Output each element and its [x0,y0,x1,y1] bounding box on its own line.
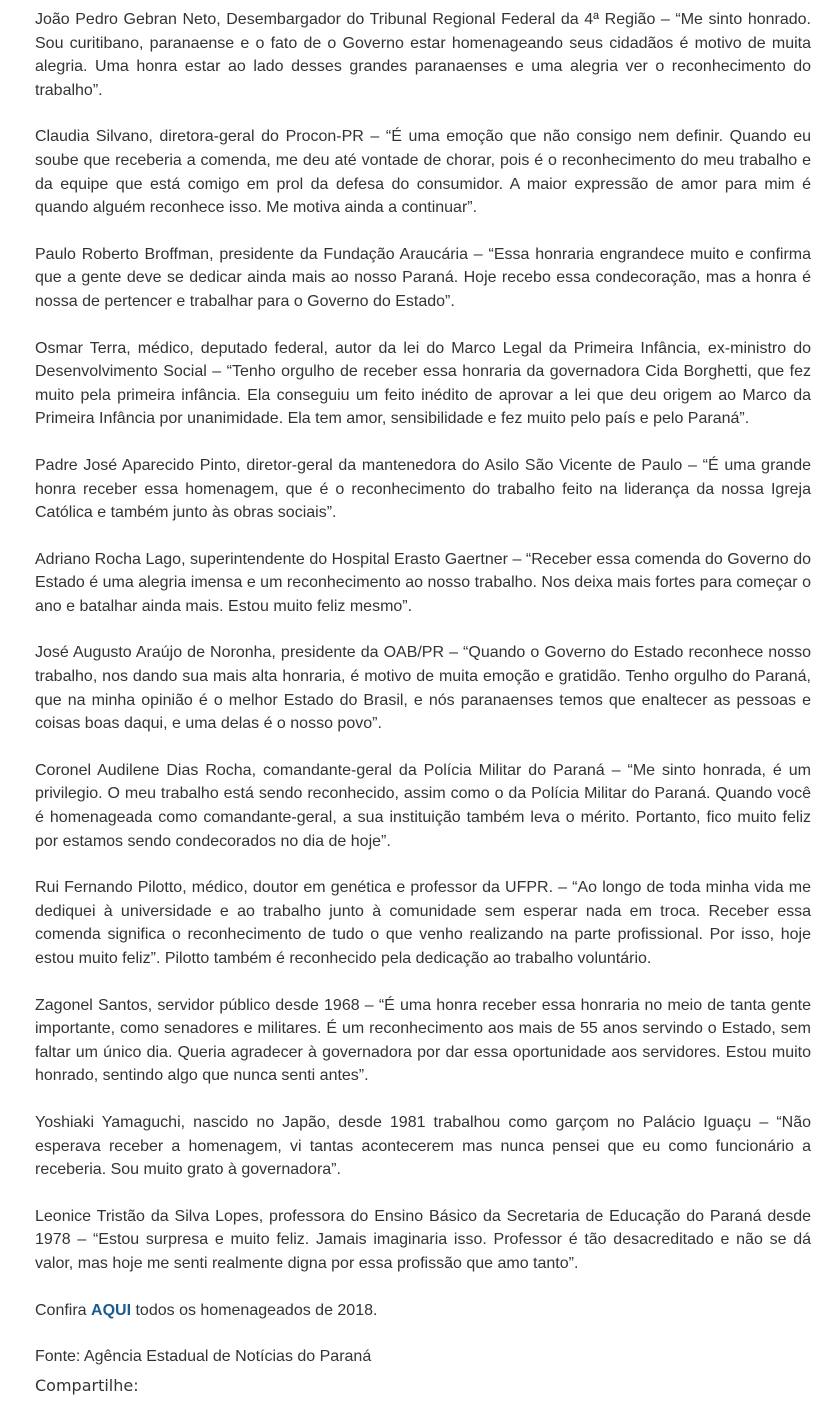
article-body [35,8,811,1392]
quote-paragraph: Claudia Silvano, diretora-geral do Procon-PR – “É uma emoção que não consigo nem definir. Quando eu soube que receberia a comenda, me deu até vontade de chorar, pois é o reconhecimento do meu trabalho e da equipe que está comigo em prol da defesa do consumidor. A maior expressão de amor para mim é quando alguém reconhece isso. Me motiva ainda a continuar”. [35,128,811,217]
quote-paragraph: Zagonel Santos, servidor público desde 1968 – “É uma honra receber essa honraria no meio de tanta gente importante, como senadores e militares. É um reconhecimento aos mais de 55 anos servindo o Estado, sem faltar um único dia. Queria agradecer à governadora por dar essa oportunidade aos servidores. Estou muito honrado, sentindo algo que nunca senti antes”. [35,996,811,1085]
quote-paragraph: João Pedro Gebran Neto, Desembargador do Tribunal Regional Federal da 4ª Região – “Me sinto honrado. Sou curitibano, paranaense e o fato de o Governo estar homenageando seus cidadãos é motivo de muita alegria. Uma honra estar ao lado desses grandes paranaenses e uma alegria ver o reconhecimento do trabalho”. [35,11,811,99]
quote-paragraph: José Augusto Araújo de Noronha, presidente da OAB/PR – “Quando o Governo do Estado reconhece nosso trabalho, nos dando sua mais alta honraria, é motivo de muita emoção e gratidão. Tenho orgulho do Paraná, que na minha opinião é o melhor Estado do Brasil, e nós paranaenses temos que enaltecer as pessoas e coisas boas daqui, e uma delas é o nosso povo”. [35,644,811,733]
confira-suffix: todos os homenageados de 2018. [131,1301,378,1319]
confira-paragraph [35,1299,811,1323]
quote-paragraph: Padre José Aparecido Pinto, diretor-geral da mantenedora do Asilo São Vicente de Paulo – “É uma grande honra receber essa homenagem, que é o reconhecimento do trabalho feito na liderança da nossa Igreja Católica e também junto às obras sociais”. [35,456,811,522]
quote-paragraph: Coronel Audilene Dias Rocha, comandante-geral da Polícia Militar do Paraná – “Me sinto honrada, é um privilegio. O meu trabalho está sendo reconhecido, assim como o da Polícia Militar do Paraná. Quando você é homenageada como comandante-geral, a sua instituição também leva o mérito. Portanto, fico muito feliz por estamos sendo condecorados no dia de hoje”. [35,761,811,850]
quote-paragraph: Osmar Terra, médico, deputado federal, autor da lei do Marco Legal da Primeira Infância, ex-ministro do Desenvolvimento Social – “Tenho orgulho de receber essa honraria da governadora Cida Borghetti, que fez muito pela primeira infância. Ela conseguiu um feito inédito de aprovar a lei que deu origem ao Marco da Primeira Infância por unanimidade. Ela tem amor, sensibilidade e fez muito pelo país e pelo Paraná”. [35,339,811,428]
share-label: Compartilhe: [35,1376,139,1395]
quote-paragraph: Rui Fernando Pilotto, médico, doutor em genética e professor da UFPR. – “Ao longo de toda minha vida me dediquei à universidade e ao trabalho junto à comunidade sem esperar nada em troca. Receber essa comenda significa o reconhecimento de tudo o que venho realizando na parte profissional. Por isso, hoje estou muito feliz”. Pilotto também é reconhecido pela dedicação ao trabalho voluntário. [35,879,811,967]
quote-paragraph: Paulo Roberto Broffman, presidente da Fundação Araucária – “Essa honraria engrandece muito e confirma que a gente deve se dedicar ainda mais ao nosso Paraná. Hoje recebo essa condecoração, mas a honra é nossa de pertencer e trabalhar para o Governo do Estado”. [35,245,811,310]
quote-paragraph: Leonice Tristão da Silva Lopes, professora do Ensino Básico da Secretaria de Educação do Paraná desde 1978 – “Estou surpresa e muito feliz. Jamais imaginaria isso. Professor é tão desacreditado e não se dá valor, mas hoje me senti realmente digna por essa profissão que amo tanto”. [35,1207,811,1272]
quote-paragraph: Adriano Rocha Lago, superintendente do Hospital Erasto Gaertner – “Receber essa comenda do Governo do Estado é uma alegria imensa e um reconhecimento ao nosso trabalho. Nos deixa mais fortes para começar o ano e batalhar ainda mais. Estou muito feliz mesmo”. [35,550,811,615]
source-credit: Fonte: Agência Estadual de Notícias do Paraná [35,1348,372,1366]
confira-prefix: Confira [35,1301,92,1319]
quote-paragraph: Yoshiaki Yamaguchi, nascido no Japão, desde 1981 trabalhou como garçom no Palácio Iguaçu – “Não esperava receber a homenagem, vi tantas acontecerem mas nunca pensei que eu como funcionário a receberia. Sou muito grato à governadora”. [35,1113,811,1179]
honorees-link[interactable]: AQUI [91,1301,132,1319]
